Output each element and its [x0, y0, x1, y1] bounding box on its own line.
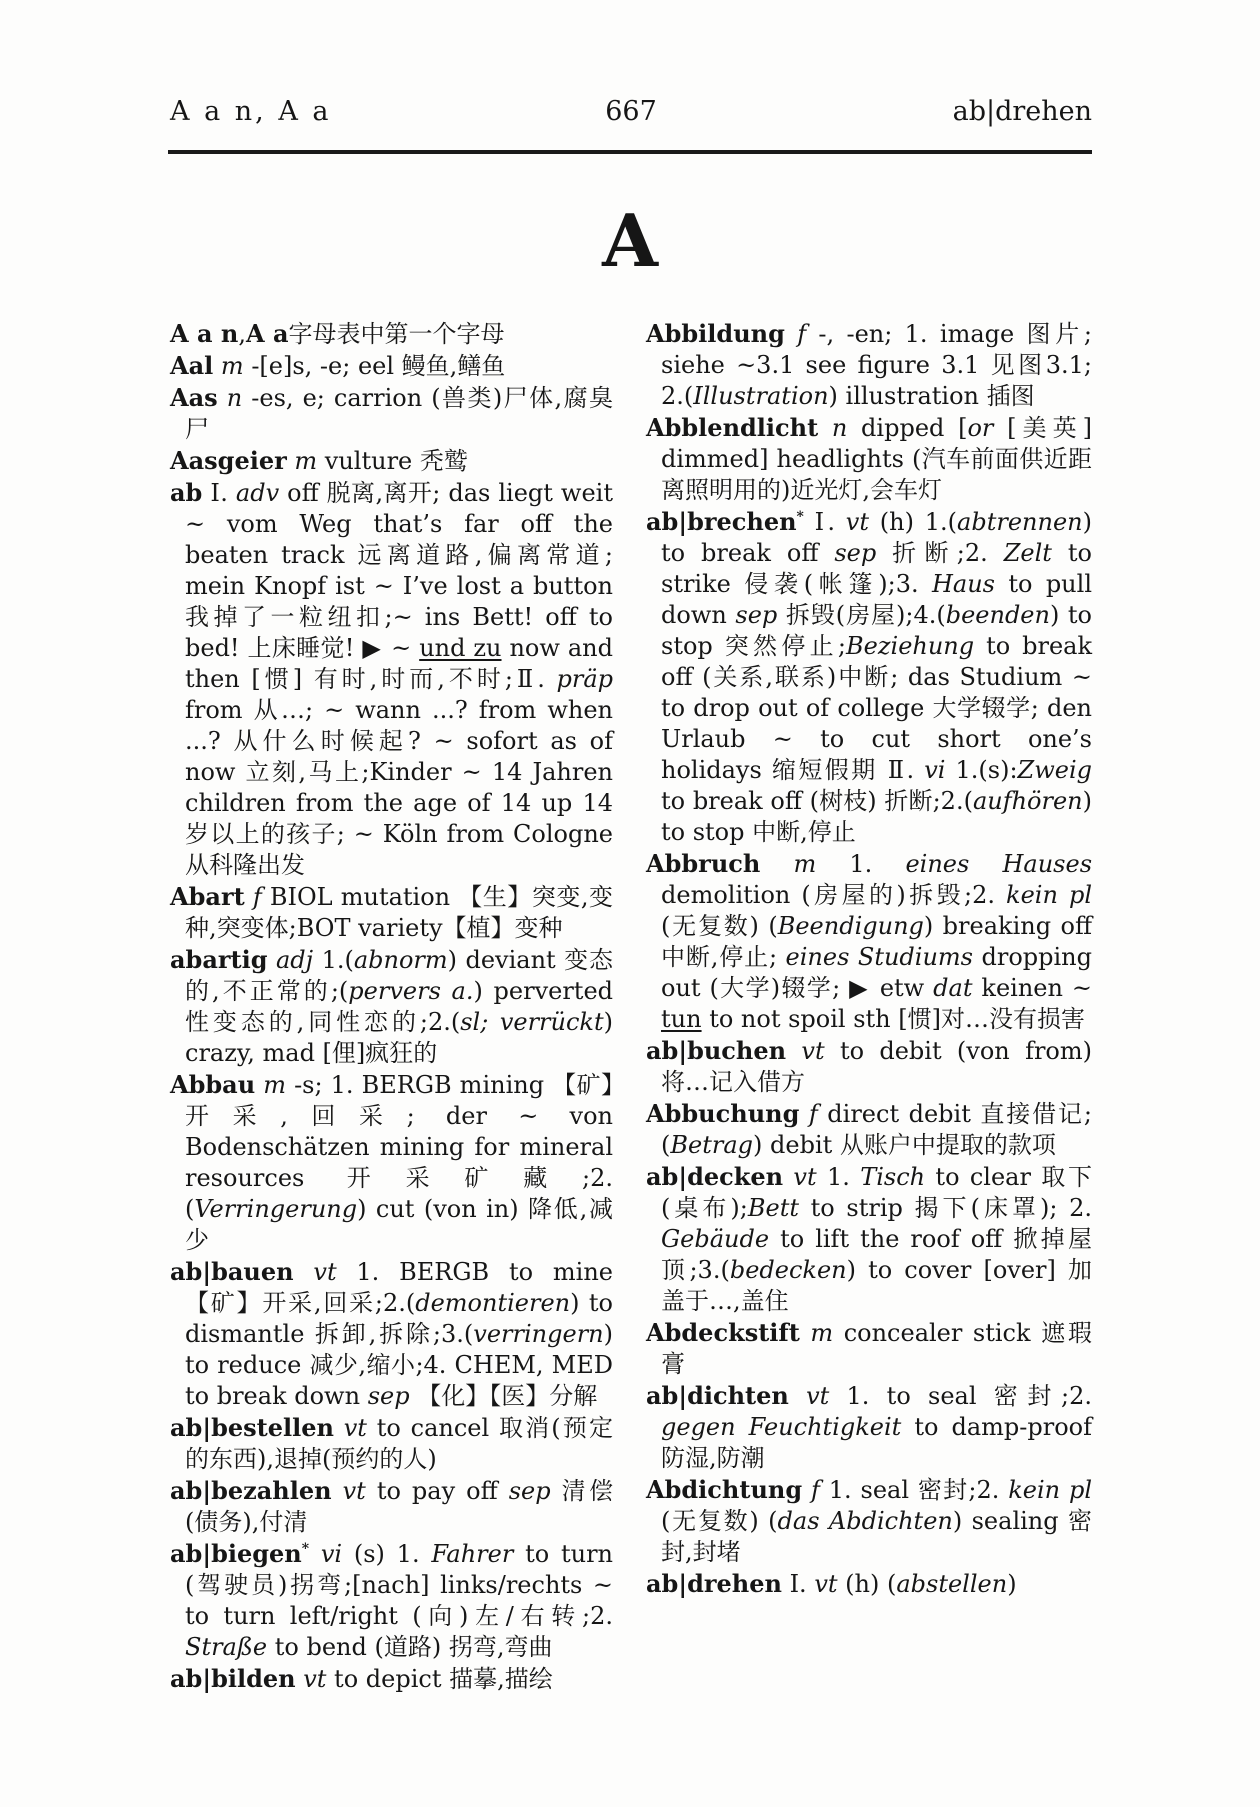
text-run: to damp-proof 防湿,防潮	[661, 1413, 1093, 1472]
text-run: Zweig	[1017, 756, 1093, 784]
text-run: )	[1007, 1570, 1017, 1598]
text-run: vt	[295, 1665, 335, 1693]
dictionary-entry	[170, 1475, 613, 1538]
text-run: ab|bezahlen	[170, 1476, 332, 1505]
text-run: Zelt	[1003, 539, 1052, 567]
text-run: n	[818, 414, 862, 442]
text-run: Abart	[170, 882, 245, 911]
text-run: abnorm	[353, 946, 448, 974]
text-run: Aas	[170, 383, 218, 412]
text-run: [美英] dimmed] headlights (汽车前面供近距离照明用的)近光灯,会车灯	[661, 414, 1093, 504]
dictionary-entry	[646, 1317, 1092, 1380]
text-run: vt	[845, 508, 869, 536]
text-run: ab|brechen	[646, 507, 797, 536]
text-run: Abdichtung	[646, 1475, 803, 1504]
text-run: ) sealing 密封,封堵	[661, 1507, 1093, 1566]
text-run: to break off (关系,联系)中断; das Studium ~ to drop out of college 大学辍学; den Urlaub ~ to cut short one’s holidays 缩短假期 Ⅱ.	[661, 632, 1092, 784]
dictionary-entry	[170, 318, 613, 350]
text-run: to debit (von from)将…记入借方	[661, 1037, 1093, 1096]
dictionary-entry	[646, 1035, 1092, 1098]
text-run: kein pl	[1008, 1476, 1093, 1504]
text-run: ab|biegen	[170, 1539, 302, 1568]
text-run: bedecken	[729, 1256, 847, 1284]
text-run: ) perverted 性变态的,同性恋的;2.(	[185, 977, 614, 1036]
text-run: beenden	[945, 601, 1050, 629]
text-run: Beziehung	[846, 632, 975, 660]
idiom-marker-icon: ▶	[362, 634, 384, 662]
dictionary-entry	[646, 1098, 1092, 1161]
text-run: präp	[556, 665, 613, 693]
text-run: vi	[309, 1540, 354, 1568]
text-run: eines Studiums	[785, 943, 973, 971]
text-run: concealer stick 遮瑕膏	[661, 1319, 1093, 1378]
dictionary-entry	[170, 445, 613, 477]
text-run: Illustration	[693, 382, 829, 410]
text-run: Betrag	[670, 1131, 754, 1159]
text-run: Abdeckstift	[646, 1318, 800, 1347]
text-run: ab|drehen	[646, 1569, 782, 1598]
text-run: to pull down	[661, 570, 1092, 629]
text-run: 【化】【医】分解	[409, 1382, 598, 1410]
text-run: ) cut (von in) 降低,减少	[185, 1195, 613, 1254]
text-run: to depict 描摹,描绘	[334, 1665, 553, 1693]
text-run: ab|bestellen	[170, 1413, 334, 1442]
text-run: Straße	[185, 1633, 268, 1661]
text-run: gegen Feuchtigkeit	[661, 1413, 902, 1441]
dictionary-entry	[170, 350, 613, 382]
text-run: BIOL mutation 【生】突变,变种,突变体;BOT variety【植】变种	[185, 883, 613, 942]
text-run: vulture 秃鹫	[324, 447, 468, 475]
dictionary-entry	[170, 1538, 613, 1663]
text-run: to strip 揭下(床罩); 2.	[799, 1194, 1092, 1222]
text-run: abartig	[170, 945, 268, 974]
text-run: m	[799, 1319, 844, 1347]
text-run: n	[217, 384, 252, 412]
text-run: *	[796, 509, 804, 525]
text-run: ~	[383, 634, 420, 662]
header-rule	[168, 150, 1092, 154]
text-run: Ⅰ.	[781, 1570, 815, 1598]
text-run: -es, e; carrion (兽类)尸体,腐臭尸	[185, 384, 613, 443]
text-run: ab|buchen	[646, 1036, 787, 1065]
section-letter: A	[602, 198, 658, 283]
text-run: ) to break off	[661, 508, 1092, 567]
text-run: m	[255, 1071, 295, 1099]
text-run: dropping out (大学)辍学;	[661, 943, 1092, 1002]
text-run: f	[802, 1476, 829, 1504]
text-run: 1. seal 密封;2.	[828, 1476, 1009, 1504]
text-run: to bend (道路) 拐弯,弯曲	[267, 1633, 553, 1661]
text-run: pervers a.	[348, 977, 474, 1005]
text-run: Abblendlicht	[646, 413, 819, 442]
running-head	[170, 96, 1092, 136]
text-run: (h) 1.(	[868, 508, 958, 536]
text-run: ) debit 从账户中提取的款项	[753, 1131, 1056, 1159]
text-run: ) to cover [over] 加盖于…,盖住	[661, 1256, 1092, 1315]
column-left	[170, 318, 613, 1695]
text-run: abtrennen	[957, 508, 1083, 536]
text-run: 1.(	[321, 946, 354, 974]
text-run: (s) 1.	[353, 1540, 432, 1568]
text-run: 1. BERGB to mine 【矿】开采,回采;2.(	[185, 1258, 613, 1317]
text-run: vt	[786, 1037, 840, 1065]
dictionary-entry	[646, 1474, 1092, 1568]
text-run: now and then [惯] 有时,时而,不时;Ⅱ.	[185, 634, 613, 693]
text-run: A a	[245, 319, 289, 348]
text-run: Fahrer	[431, 1540, 514, 1568]
text-run: demontieren	[415, 1289, 571, 1317]
text-run: to lift the roof off 掀掉屋顶;3.(	[661, 1225, 1092, 1284]
text-run: ) crazy, mad [俚]疯狂的	[185, 1008, 613, 1067]
text-run: Tisch	[860, 1163, 926, 1191]
text-run: 1. to seal 密封;2.	[846, 1382, 1092, 1410]
text-run: ab|bilden	[170, 1664, 296, 1693]
text-run: verringern	[473, 1320, 604, 1348]
text-run: -[e]s, -e; eel 鳗鱼,鳝鱼	[251, 352, 506, 380]
text-run: vt	[783, 1163, 827, 1191]
dictionary-entry	[646, 506, 1092, 848]
text-run: Beendigung	[777, 912, 924, 940]
text-run: und zu	[419, 634, 502, 662]
text-run: to not spoil sth [惯]对…没有损害	[701, 1005, 1085, 1033]
text-run: m	[213, 352, 252, 380]
idiom-marker-icon: ▶	[849, 974, 871, 1002]
text-run: vi	[924, 756, 946, 784]
dictionary-entry	[646, 412, 1092, 506]
text-run: to cancel 取消(预定的东西),退掉(预约的人)	[185, 1414, 613, 1473]
text-run: f	[784, 320, 819, 348]
text-run: vt	[293, 1258, 357, 1286]
text-run: abstellen	[896, 1570, 1008, 1598]
dictionary-entry	[170, 1256, 613, 1412]
text-run: vt	[333, 1414, 377, 1442]
text-run: ab|bauen	[170, 1257, 294, 1286]
text-run: keinen ~	[972, 974, 1093, 1002]
text-run: Bett	[747, 1194, 800, 1222]
text-run: Aasgeier	[170, 446, 287, 475]
text-run: to strike 侵袭(帐篷);3.	[661, 539, 1092, 598]
text-run: dat	[933, 974, 973, 1002]
text-run: f	[244, 883, 270, 911]
text-run: Abbildung	[646, 319, 785, 348]
running-head-first-word: A a n, A a	[170, 96, 332, 127]
text-run: vt	[814, 1570, 838, 1598]
dictionary-entry	[170, 1069, 613, 1256]
text-run: m	[286, 447, 325, 475]
text-run: ,	[238, 320, 246, 348]
text-run: 1.	[849, 850, 906, 878]
text-run: 1.	[826, 1163, 861, 1191]
text-run: Haus	[931, 570, 995, 598]
text-run: m	[760, 850, 850, 878]
dictionary-entry	[646, 1161, 1092, 1317]
text-run: sl; verrückt	[460, 1008, 604, 1036]
text-run: off 脱离,离开; das liegt weit ~ vom Weg that’s far off the beaten track 远离道路,偏离常道; mein Knopf ist ~ I’ve lost a button 我掉了一粒纽扣;~ ins Bett! off to bed! 上床睡觉!	[185, 479, 613, 662]
text-run: demolition (房屋的)拆毁;2.	[661, 881, 1007, 909]
text-run: ) to dismantle 拆卸,拆除;3.(	[185, 1289, 613, 1348]
text-run: adj	[267, 946, 322, 974]
page-number: 667	[605, 96, 657, 127]
dictionary-entry	[170, 881, 613, 944]
text-run: ) breaking off 中断,停止;	[661, 912, 1092, 971]
text-run: (h) (	[837, 1570, 897, 1598]
text-run: Ⅰ.	[803, 508, 846, 536]
dictionary-entry	[646, 1568, 1092, 1600]
text-run: aufhören	[972, 787, 1083, 815]
text-run: ab|decken	[646, 1162, 784, 1191]
text-run: 清偿(债务),付清	[185, 1477, 613, 1536]
text-run: A a n	[170, 319, 239, 348]
dictionary-entry	[170, 1663, 613, 1695]
text-run: Abbuchung	[646, 1099, 800, 1128]
text-run: 折断;2.	[876, 539, 1004, 567]
dictionary-entry	[646, 1380, 1092, 1474]
text-run: adv	[235, 479, 280, 507]
text-run: Abbau	[170, 1070, 256, 1099]
text-run: tun	[661, 1005, 702, 1033]
text-run: ab	[170, 478, 203, 507]
text-run: to turn (驾驶员)拐弯;[nach] links/rechts ~ to turn left/right (向)左/右转;2.	[185, 1540, 613, 1630]
text-run: (无复数) (	[661, 912, 778, 940]
column-right	[646, 318, 1092, 1600]
text-run: from 从…; ~ wann ...? from when ...? 从什么时候起? ~ sofort as of now 立刻,马上;Kinder ~ 14 Jahren children from the age of 14 up 14 岁以上的孩子; ~ Köln from Cologne 从科隆出发	[185, 696, 613, 879]
text-run: 字母表中第一个字母	[288, 320, 505, 348]
text-run: Ⅰ.	[202, 479, 236, 507]
text-run: etw	[870, 974, 934, 1002]
text-run: vt	[331, 1477, 377, 1505]
text-run: f	[799, 1100, 828, 1128]
text-run: Gebäude	[661, 1225, 770, 1253]
text-run: dipped [	[861, 414, 968, 442]
text-run: ) to reduce 减少,缩小;4. CHEM, MED to break down	[185, 1320, 613, 1410]
text-run: 1.(s):	[945, 756, 1018, 784]
text-run: *	[301, 1541, 310, 1557]
text-run: Verringerung	[194, 1195, 358, 1223]
text-run: sep	[367, 1382, 410, 1410]
text-run: to clear 取下(桌布);	[661, 1163, 1092, 1222]
text-run: ) to stop 中断,停止	[661, 787, 1092, 846]
text-run: -, -en; 1. image 图片; siehe ~3.1 see figure 3.1 见图3.1; 2.(	[661, 320, 1092, 410]
dictionary-entry	[170, 944, 613, 1069]
text-run: ) illustration 插图	[828, 382, 1035, 410]
text-run: (无复数) (	[661, 1507, 778, 1535]
text-run: direct debit 直接借记; (	[661, 1100, 1092, 1159]
text-run: eines Hauses	[905, 850, 1093, 878]
text-run: 拆毁(房屋);4.(	[777, 601, 946, 629]
dictionary-entry	[646, 848, 1092, 1035]
text-run: Abbruch	[646, 849, 761, 878]
text-run: das Abdichten	[777, 1507, 953, 1535]
text-run: sep	[735, 601, 778, 629]
dictionary-entry	[646, 318, 1092, 412]
text-run: -s; 1. BERGB mining 【矿】开采,回采; der ~ von Bodenschätzen mining for mineral resources 开采矿藏;2.(	[185, 1071, 613, 1223]
text-run: kein pl	[1006, 881, 1093, 909]
text-run: ) deviant 变态的,不正常的;(	[185, 946, 613, 1005]
text-run: sep	[834, 539, 877, 567]
running-head-last-word: ab|drehen	[952, 96, 1092, 127]
dictionary-entry	[170, 1412, 613, 1475]
text-run: vt	[788, 1382, 847, 1410]
text-run: Aal	[170, 351, 214, 380]
text-run: ab|dichten	[646, 1381, 789, 1410]
text-run: to pay off	[376, 1477, 509, 1505]
dictionary-entry	[170, 477, 613, 881]
text-run: sep	[508, 1477, 551, 1505]
text-run: ) to stop 突然停止;	[661, 601, 1093, 660]
dictionary-entry	[170, 382, 613, 445]
text-run: or	[967, 414, 994, 442]
text-run: to break off (树枝) 折断;2.(	[661, 787, 973, 815]
